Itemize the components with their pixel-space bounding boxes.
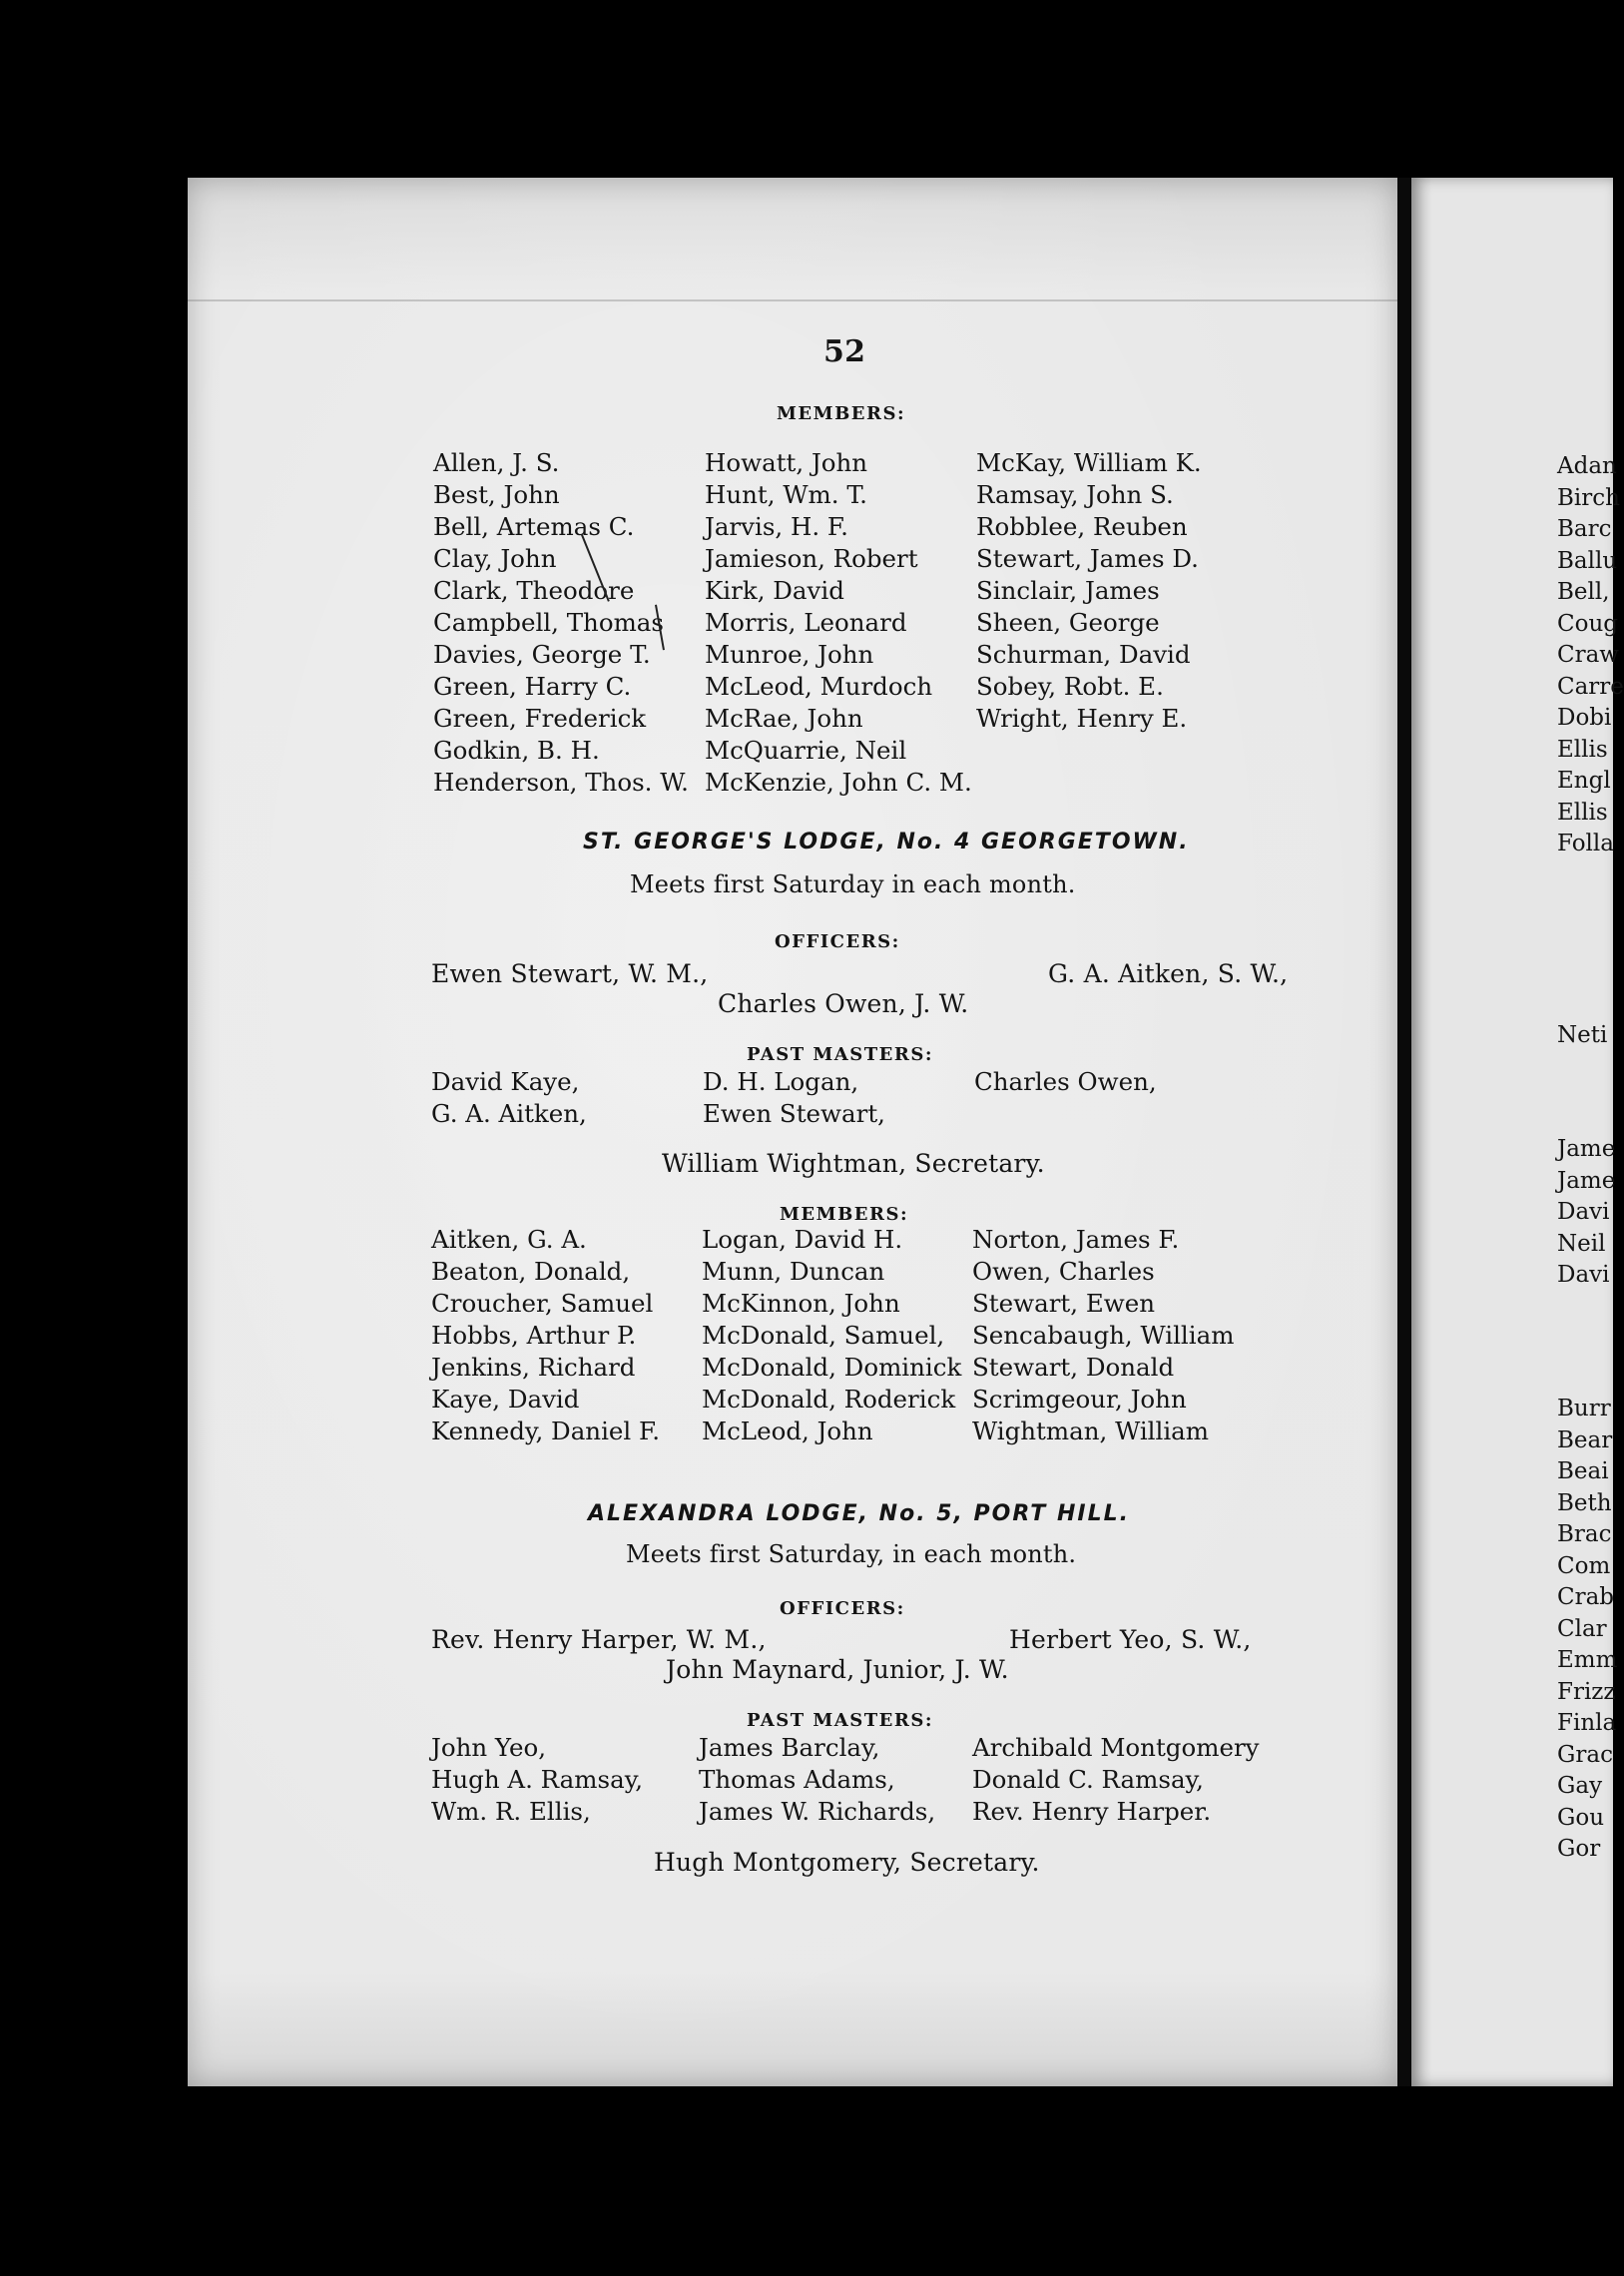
member-name: Clay, John xyxy=(433,544,557,573)
cut-off-name: Grac xyxy=(1557,1741,1613,1768)
member-name: Munroe, John xyxy=(705,640,874,669)
cut-off-name: Davi xyxy=(1557,1199,1610,1225)
cut-off-name: Bear xyxy=(1557,1426,1613,1453)
member-name: Munn, Duncan xyxy=(702,1257,885,1286)
member-name: McQuarrie, Neil xyxy=(705,736,907,765)
lodge-meeting-schedule: Meets first Saturday in each month. xyxy=(630,870,1076,898)
members-heading: MEMBERS: xyxy=(780,1204,909,1225)
cut-off-name: Coug xyxy=(1557,610,1618,637)
past-masters-heading: PAST MASTERS: xyxy=(747,1044,933,1065)
past-master-name: Donald C. Ramsay, xyxy=(972,1765,1204,1794)
member-name: Kaye, David xyxy=(431,1385,580,1414)
member-name: McLeod, Murdoch xyxy=(705,672,933,701)
cut-off-name: Jame xyxy=(1557,1136,1616,1162)
cut-off-name: Jame xyxy=(1557,1167,1616,1194)
cut-off-name: Ballu xyxy=(1557,547,1618,574)
cut-off-name: Burr xyxy=(1557,1396,1611,1422)
cut-off-name: Finla xyxy=(1557,1710,1617,1736)
members-column-3 xyxy=(972,1224,1234,1447)
member-name: Jarvis, H. F. xyxy=(705,512,848,541)
past-masters-column-2 xyxy=(699,1732,935,1828)
members-column-1 xyxy=(433,447,689,799)
member-name: Clark, Theodore xyxy=(433,576,635,605)
past-master-name: G. A. Aitken, xyxy=(431,1099,587,1128)
cut-off-name: Ellis xyxy=(1557,736,1608,763)
cut-off-name: Adan xyxy=(1557,453,1617,479)
member-name: McKenzie, John C. M. xyxy=(705,768,972,797)
facing-page-text-block xyxy=(1557,451,1624,860)
cut-off-name: Com xyxy=(1557,1552,1611,1579)
member-name: Stewart, Donald xyxy=(972,1353,1175,1382)
member-name: Scrimgeour, John xyxy=(972,1385,1187,1414)
lodge-meeting-schedule: Meets first Saturday, in each month. xyxy=(626,1540,1077,1568)
cut-off-name: Carre xyxy=(1557,673,1624,700)
cut-off-name: Folla xyxy=(1557,831,1614,856)
cut-off-name: Birch xyxy=(1557,484,1620,511)
facing-page-text-block xyxy=(1557,1394,1617,1866)
cut-off-name: Dobi xyxy=(1557,705,1612,731)
member-name: Bell, Artemas C. xyxy=(433,512,635,541)
cut-off-name: Bell, xyxy=(1557,579,1610,605)
member-name: Jamieson, Robert xyxy=(705,544,918,573)
member-name: Sheen, George xyxy=(976,608,1160,637)
past-master-name: Wm. R. Ellis, xyxy=(431,1797,591,1826)
members-column-1 xyxy=(431,1224,660,1447)
member-name: Howatt, John xyxy=(705,448,868,477)
book-page xyxy=(188,178,1397,2086)
member-name: Kirk, David xyxy=(705,576,844,605)
cut-off-name: Frizz xyxy=(1557,1678,1616,1705)
cut-off-name: Gor xyxy=(1557,1836,1601,1862)
member-name: Sinclair, James xyxy=(976,576,1160,605)
member-name: Ramsay, John S. xyxy=(976,480,1174,509)
member-name: Logan, David H. xyxy=(702,1225,903,1254)
member-name: McDonald, Dominick xyxy=(702,1353,962,1382)
past-masters-column-3 xyxy=(974,1066,1157,1098)
member-name: Godkin, B. H. xyxy=(433,736,600,765)
member-name: Sobey, Robt. E. xyxy=(976,672,1164,701)
cut-off-name: Craw xyxy=(1557,642,1619,668)
officer-senior-warden: G. A. Aitken, S. W., xyxy=(1048,959,1289,988)
member-name: Aitken, G. A. xyxy=(431,1225,587,1254)
book-gutter xyxy=(1397,178,1411,2086)
officers-heading: OFFICERS: xyxy=(775,931,900,952)
member-name: Schurman, David xyxy=(976,640,1191,669)
member-name: Croucher, Samuel xyxy=(431,1289,654,1318)
members-column-2 xyxy=(702,1224,961,1447)
member-name: McDonald, Roderick xyxy=(702,1385,956,1414)
cut-off-name: Gay xyxy=(1557,1773,1603,1799)
past-masters-column-3 xyxy=(972,1732,1260,1828)
member-name: Wightman, William xyxy=(972,1417,1210,1445)
officer-worshipful-master: Ewen Stewart, W. M., xyxy=(431,959,709,988)
member-name: Sencabaugh, William xyxy=(972,1321,1235,1350)
past-masters-column-1 xyxy=(431,1732,643,1828)
member-name: Norton, James F. xyxy=(972,1225,1180,1254)
member-name: McKay, William K. xyxy=(976,448,1202,477)
cut-off-name: Brac xyxy=(1557,1521,1612,1547)
members-column-2 xyxy=(705,447,972,799)
member-name: Allen, J. S. xyxy=(433,448,560,477)
cut-off-name: Davi xyxy=(1557,1262,1610,1288)
cut-off-name: Beth xyxy=(1557,1489,1612,1516)
member-name: Owen, Charles xyxy=(972,1257,1155,1286)
cut-off-name: Engl xyxy=(1557,768,1611,794)
page-top-rule xyxy=(188,299,1397,301)
lodge-title: ST. GEORGE'S LODGE, No. 4 GEORGETOWN. xyxy=(583,830,1190,854)
member-name: McRae, John xyxy=(705,704,863,733)
member-name: Robblee, Reuben xyxy=(976,512,1188,541)
past-master-name: John Yeo, xyxy=(431,1733,546,1762)
cut-off-name: Neti xyxy=(1557,1022,1608,1048)
officers-heading: OFFICERS: xyxy=(780,1598,905,1619)
past-masters-column-2 xyxy=(703,1066,885,1130)
cut-off-name: Gou xyxy=(1557,1804,1605,1831)
cut-off-name: Neil xyxy=(1557,1230,1606,1257)
officer-junior-warden: John Maynard, Junior, J. W. xyxy=(666,1655,1009,1684)
officer-senior-warden: Herbert Yeo, S. W., xyxy=(1009,1625,1252,1654)
member-name: Campbell, Thomas xyxy=(433,608,664,637)
past-master-name: D. H. Logan, xyxy=(703,1067,859,1096)
officer-worshipful-master: Rev. Henry Harper, W. M., xyxy=(431,1625,767,1654)
past-master-name: Archibald Montgomery xyxy=(972,1733,1260,1762)
member-name: Davies, George T. xyxy=(433,640,651,669)
past-master-name: Hugh A. Ramsay, xyxy=(431,1765,644,1794)
cut-off-name: Clar xyxy=(1557,1615,1607,1642)
member-name: Morris, Leonard xyxy=(705,608,907,637)
past-masters-column-1 xyxy=(431,1066,587,1130)
past-master-name: Rev. Henry Harper. xyxy=(972,1797,1212,1826)
past-master-name: James W. Richards, xyxy=(699,1797,936,1826)
member-name: Jenkins, Richard xyxy=(431,1353,636,1382)
facing-page-text-block xyxy=(1557,1134,1615,1292)
cut-off-name: Crab xyxy=(1557,1584,1615,1610)
member-name: Hobbs, Arthur P. xyxy=(431,1321,637,1350)
member-name: Green, Harry C. xyxy=(433,672,632,701)
member-name: Stewart, James D. xyxy=(976,544,1199,573)
cut-off-name: Beai xyxy=(1557,1458,1609,1484)
past-master-name: David Kaye, xyxy=(431,1067,580,1096)
lodge-secretary: Hugh Montgomery, Secretary. xyxy=(654,1848,1040,1877)
member-name: Hunt, Wm. T. xyxy=(705,480,867,509)
cut-off-name: Emm xyxy=(1557,1647,1618,1673)
lodge-secretary: William Wightman, Secretary. xyxy=(662,1149,1045,1178)
past-master-name: James Barclay, xyxy=(699,1733,880,1762)
lodge-title: ALEXANDRA LODGE, No. 5, PORT HILL. xyxy=(588,1501,1130,1526)
members-heading: MEMBERS: xyxy=(777,403,906,424)
page-number: 52 xyxy=(823,334,866,369)
member-name: McLeod, John xyxy=(702,1417,873,1445)
cut-off-name: Barc xyxy=(1557,516,1612,542)
members-column-3 xyxy=(976,447,1202,735)
past-master-name: Thomas Adams, xyxy=(699,1765,895,1794)
past-master-name: Charles Owen, xyxy=(974,1067,1157,1096)
past-master-name: Ewen Stewart, xyxy=(703,1099,885,1128)
member-name: McKinnon, John xyxy=(702,1289,900,1318)
member-name: Wright, Henry E. xyxy=(976,704,1188,733)
member-name: McDonald, Samuel, xyxy=(702,1321,945,1350)
member-name: Kennedy, Daniel F. xyxy=(431,1417,661,1445)
cut-off-name: Ellis xyxy=(1557,799,1608,826)
member-name: Green, Frederick xyxy=(433,704,647,733)
member-name: Stewart, Ewen xyxy=(972,1289,1155,1318)
member-name: Beaton, Donald, xyxy=(431,1257,631,1286)
officer-junior-warden: Charles Owen, J. W. xyxy=(718,989,969,1018)
past-masters-heading: PAST MASTERS: xyxy=(747,1710,933,1731)
member-name: Best, John xyxy=(433,480,560,509)
member-name: Henderson, Thos. W. xyxy=(433,768,689,797)
